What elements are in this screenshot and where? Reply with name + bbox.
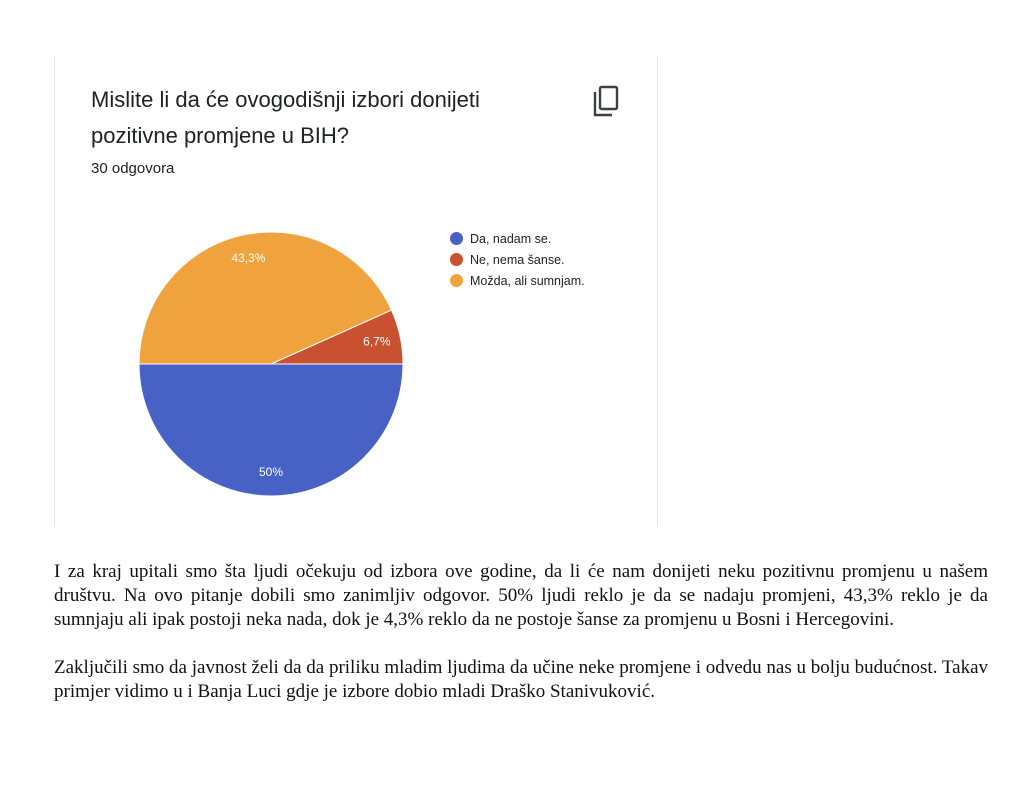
response-count: 30 odgovora	[91, 160, 175, 177]
legend-label: Da, nadam se.	[470, 231, 552, 246]
legend-label: Možda, ali sumnjam.	[470, 273, 585, 288]
article-paragraph: Zaključili smo da javnost želi da da priliku mladim ljudima da učine neke promjene i odvedu nas u bolju budućnost. Takav primjer vidimo u i Banja Luci gdje je izbore dobio mladi Draško Stanivuković.	[54, 657, 988, 702]
article-paragraph: I za kraj upitali smo šta ljudi očekuju od izbora ove godine, da li će nam donijeti neku pozitivnu promjenu u našem društvu. Na ovo pitanje dobili smo zanimljiv odgovor. 50% ljudi reklo je da se nadaju promjeni, 43,3% reklo je da sumnjaju ali ipak postoji neka nada, dok je 4,3% reklo da ne postoje šanse za promjenu u Bosni i Hercegovini.	[54, 561, 988, 630]
legend-item-0[interactable]	[450, 228, 585, 249]
question-title: Mislite li da će ovogodišnji izbori donijeti pozitivne promjene u BIH?	[91, 87, 480, 148]
slice-label-1: 6,7%	[363, 334, 391, 349]
legend-item-1[interactable]	[450, 249, 585, 270]
pie-chart	[55, 56, 659, 526]
legend-swatch	[450, 232, 463, 245]
slice-label-2: 43,3%	[231, 251, 266, 266]
legend-swatch	[450, 274, 463, 287]
chart-legend	[450, 228, 585, 291]
slice-label-0: 50%	[258, 465, 284, 480]
article-text	[54, 560, 988, 728]
legend-item-2[interactable]	[450, 270, 585, 291]
survey-chart-card	[54, 56, 658, 526]
legend-swatch	[450, 253, 463, 266]
legend-label: Ne, nema šanse.	[470, 252, 565, 267]
